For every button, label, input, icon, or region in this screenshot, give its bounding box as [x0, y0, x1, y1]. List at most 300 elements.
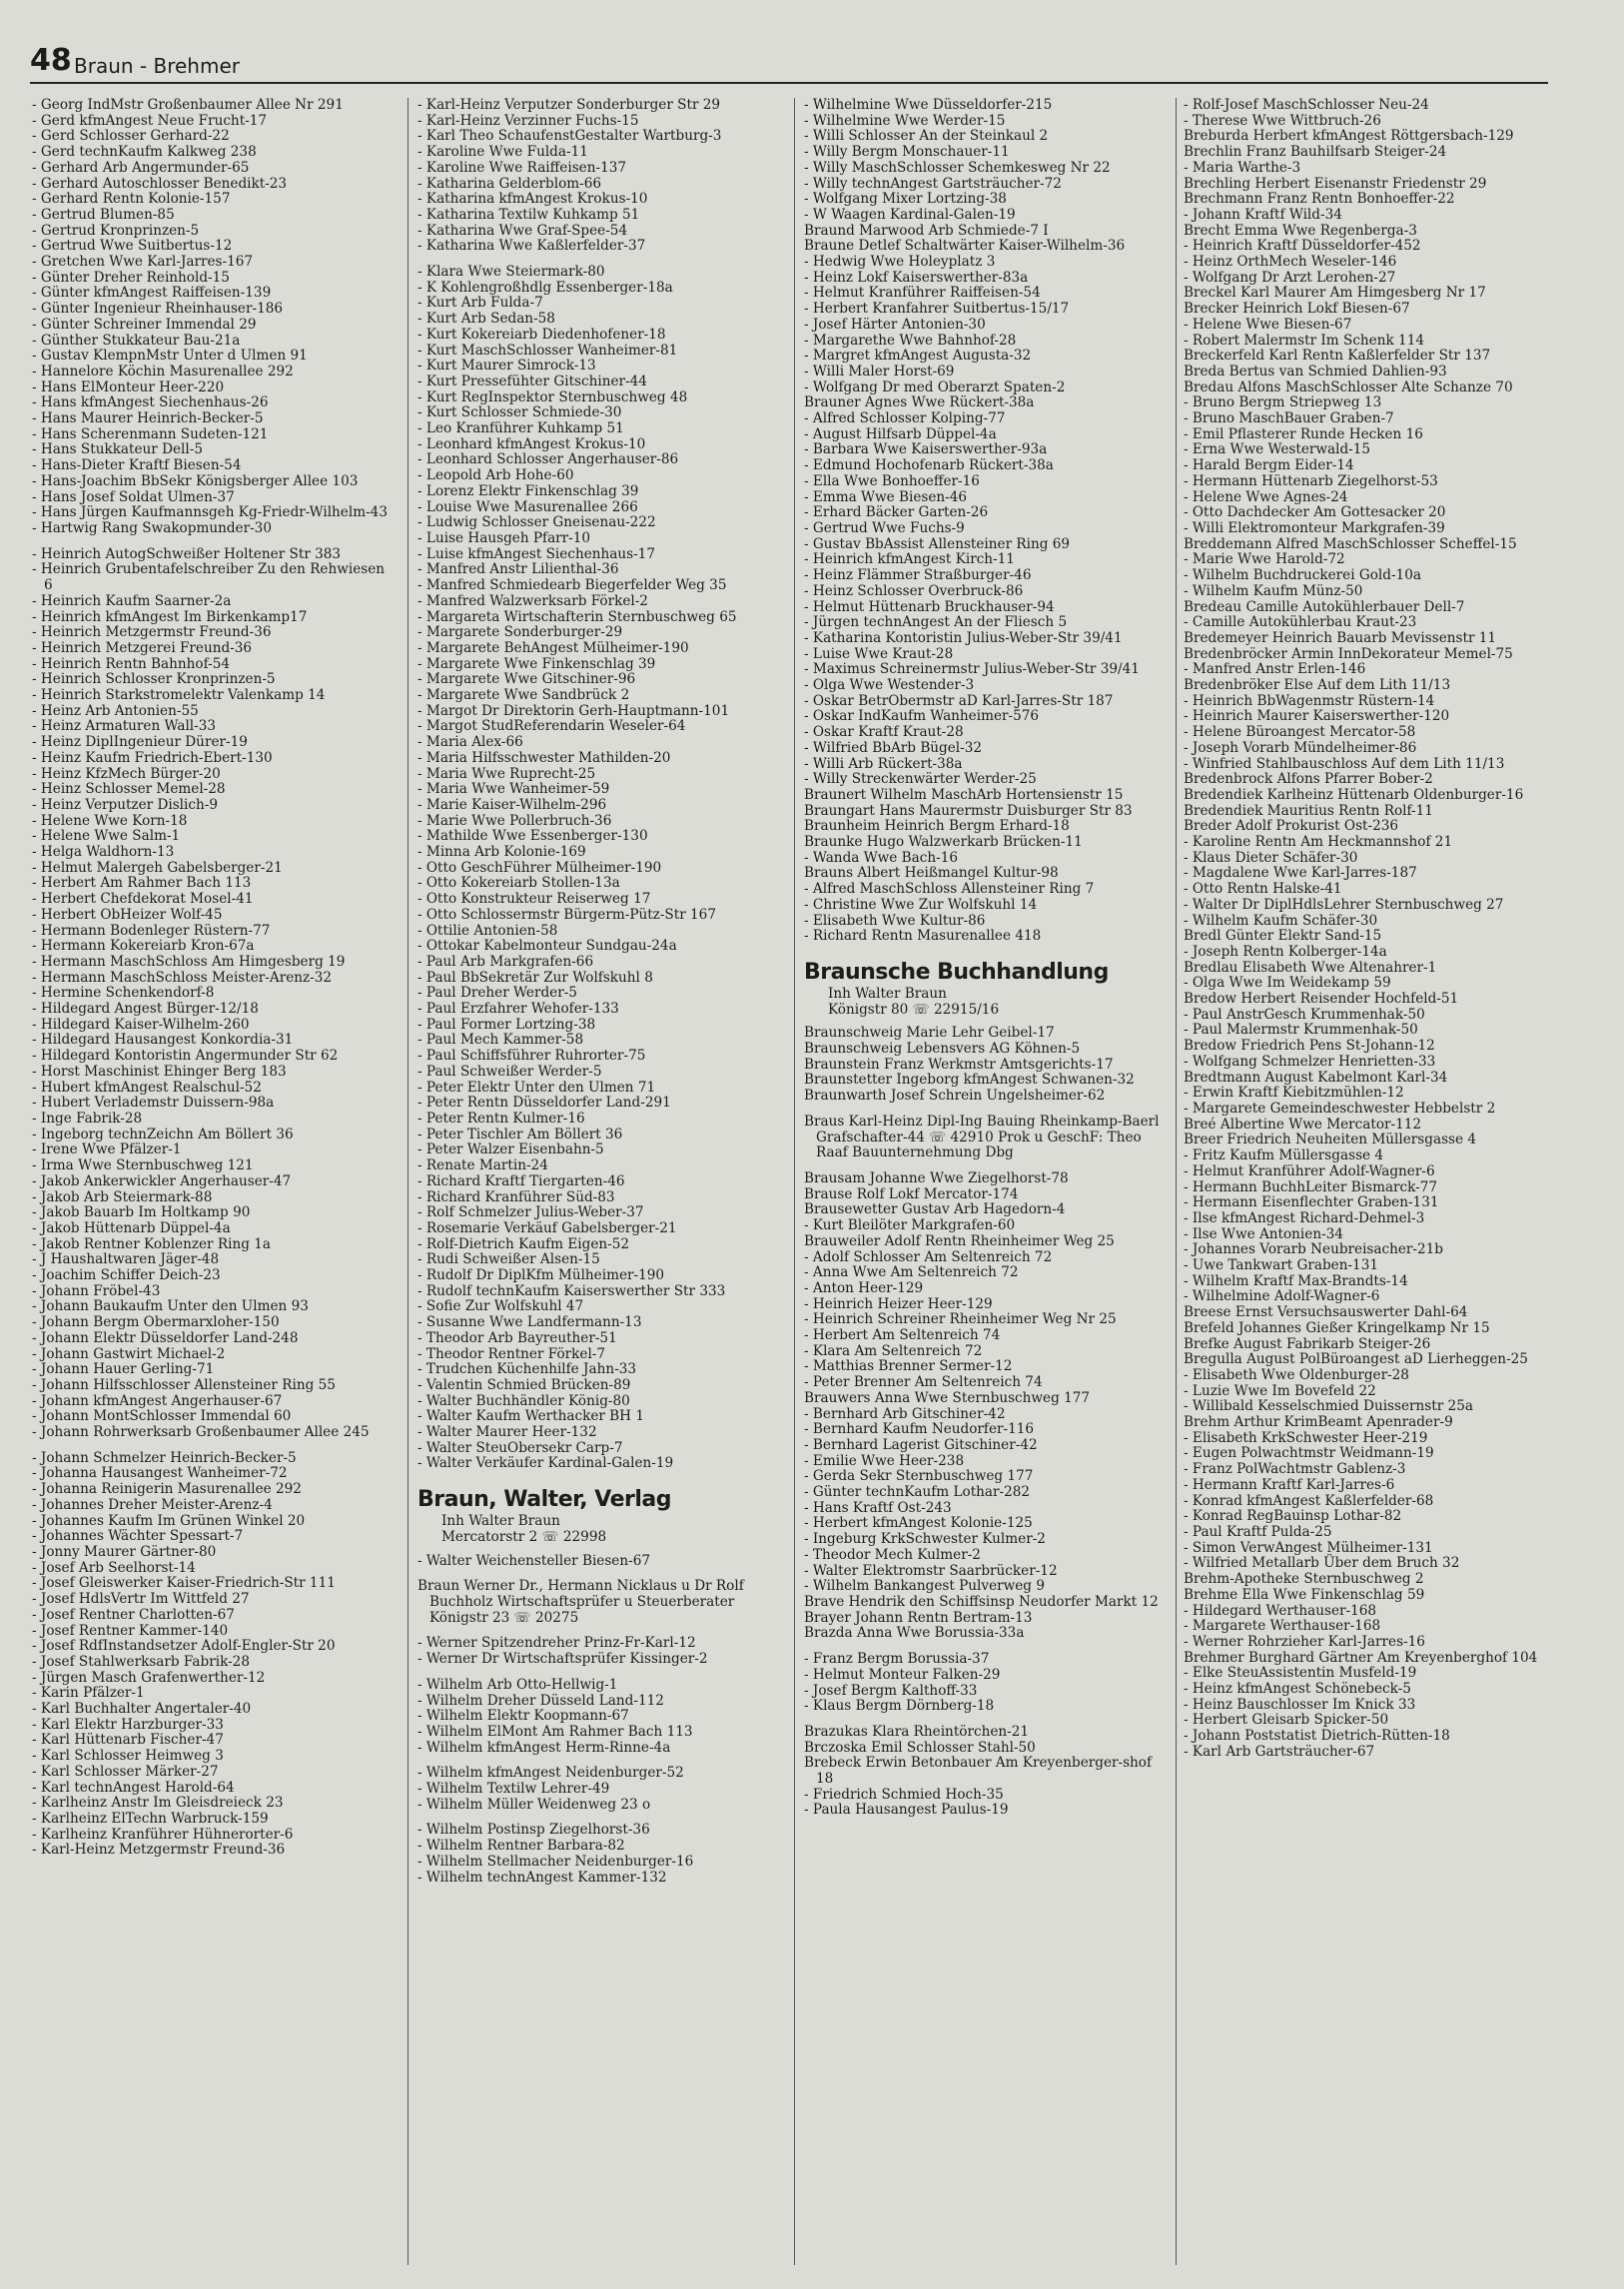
directory-entry: - Otto Rentn Halske-41: [1184, 881, 1342, 898]
column-divider: [794, 98, 795, 2265]
directory-entry: - Wilhelm ElMont Am Rahmer Bach 113: [417, 1723, 693, 1740]
directory-entry: - Willibald Kesselschmied Duissernstr 25a: [1184, 1398, 1473, 1415]
directory-entry: - Edmund Hochofenarb Rückert-38a: [804, 457, 1054, 474]
directory-entry: - Hans Josef Soldat Ulmen-37: [32, 488, 235, 505]
directory-entry: - Josef Arb Seelhorst-14: [32, 1559, 196, 1576]
directory-entry: - Karl technAngest Harold-64: [32, 1779, 235, 1796]
directory-entry: - Bruno MaschBauer Graben-7: [1184, 410, 1394, 427]
directory-entry: - Hans Stukkateur Dell-5: [32, 441, 203, 458]
column-divider: [1176, 98, 1177, 2265]
directory-entry: - Margret kfmAngest Augusta-32: [804, 348, 1032, 365]
directory-entry: Braunheim Heinrich Bergm Erhard-18: [804, 818, 1070, 835]
directory-entry: - Kurt Maurer Simrock-13: [417, 358, 596, 375]
directory-entry: - Hermann Kraftf Karl-Jarres-6: [1184, 1476, 1395, 1493]
directory-entry: Bregulla August PolBüroangest aD Lierheggen-25: [1184, 1351, 1528, 1368]
directory-entry: - Karlheinz Kranführer Hühnerorter-6: [32, 1826, 294, 1843]
directory-entry: Bredlau Elisabeth Wwe Altenahrer-1: [1184, 959, 1437, 976]
directory-entry: - Rosemarie Verkäuf Gabelsberger-21: [417, 1219, 677, 1236]
directory-entry: Bredenbröker Else Auf dem Lith 11/13: [1184, 677, 1451, 694]
directory-entry: Brauwers Anna Wwe Sternbuschweg 177: [804, 1389, 1091, 1406]
directory-entry: - Helmut Monteur Falken-29: [804, 1666, 1001, 1683]
entry-list: [804, 1026, 1164, 1819]
directory-entry: - Herbert Chefdekorat Mosel-41: [32, 891, 254, 908]
directory-entry: - Oskar BetrObermstr aD Karl-Jarres-Str 187: [804, 692, 1114, 709]
directory-entry: - Rolf-Dietrich Kaufm Eigen-52: [417, 1235, 630, 1252]
directory-entry: Brechling Herbert Eisenanstr Friedenstr 29: [1184, 175, 1487, 192]
directory-entry: - Theodor Rentner Förkel-7: [417, 1345, 606, 1362]
directory-entry: - Louise Wwe Masurenallee 266: [417, 498, 638, 515]
directory-entry: - Wilhelm Kaufm Schäfer-30: [1184, 912, 1378, 929]
directory-entry: - Otto Dachdecker Am Gottesacker 20: [1184, 504, 1446, 521]
directory-entry: Bredl Günter Elektr Sand-15: [1184, 928, 1382, 945]
directory-entry: - Margareta Wirtschafterin Sternbuschweg 65: [417, 608, 737, 625]
directory-entry: - Karl Elektr Harzburger-33: [32, 1716, 224, 1733]
directory-entry: - Hermann BuchhLeiter Bismarck-77: [1184, 1178, 1438, 1195]
directory-entry: - Hildegard Angest Bürger-12/18: [32, 1001, 259, 1018]
directory-entry: - Herbert kfmAngest Kolonie-125: [804, 1515, 1033, 1532]
directory-entry: - August Hilfsarb Düppel-4a: [804, 425, 997, 442]
entry-list: [804, 98, 1164, 945]
directory-entry: Brehm-Apotheke Sternbuschweg 2: [1184, 1571, 1424, 1588]
directory-entry: - Oskar IndKaufm Wanheimer-576: [804, 708, 1040, 725]
directory-entry: - Ilse kfmAngest Richard-Dehmel-3: [1184, 1209, 1425, 1226]
directory-entry: - Heinrich Metzgerei Freund-36: [32, 639, 253, 656]
directory-entry: - Paul Dreher Werder-5: [417, 985, 577, 1002]
directory-entry: - Elke SteuAssistentin Musfeld-19: [1184, 1665, 1417, 1682]
directory-entry: - Lorenz Elektr Finkenschlag 39: [417, 482, 639, 499]
advert-line: Mercatorstr 2 ☏ 22998: [441, 1528, 607, 1545]
directory-entry: - Gerd Schlosser Gerhard-22: [32, 128, 230, 145]
directory-entry: Braunstein Franz Werkmstr Amtsgerichts-17: [804, 1056, 1114, 1073]
directory-entry: - Heinrich AutogSchweißer Holtener Str 383: [32, 545, 342, 562]
directory-entry: - Margarete Sonderburger-29: [417, 624, 623, 641]
directory-entry: - Gustav BbAssist Allensteiner Ring 69: [804, 535, 1071, 552]
directory-entry: - Erwin Kraftf Kiebitzmühlen-12: [1184, 1085, 1404, 1102]
directory-entry: - Josef Rentner Charlotten-67: [32, 1606, 235, 1623]
directory-entry: - Helga Waldhorn-13: [32, 844, 175, 861]
directory-entry: - Josef Bergm Kalthoff-33: [804, 1682, 978, 1699]
directory-entry: - Willi Maler Horst-69: [804, 363, 955, 380]
directory-entry: - Willi Schlosser An der Steinkaul 2: [804, 128, 1049, 145]
directory-entry: Braunschweig Marie Lehr Geibel-17: [804, 1025, 1055, 1042]
directory-entry: - Karlheinz ElTechn Warbruck-159: [32, 1810, 269, 1827]
directory-entry: - Camille Autokühlerbau Kraut-23: [1184, 614, 1417, 631]
directory-entry: Braunstetter Ingeborg kfmAngest Schwanen-32: [804, 1072, 1135, 1089]
directory-entry: - Jürgen technAngest An der Fliesch 5: [804, 614, 1068, 631]
page-title: Braun - Brehmer: [74, 54, 240, 78]
directory-entry: - Gerd kfmAngest Neue Frucht-17: [32, 112, 268, 129]
directory-entry: - Margarete Gemeindeschwester Hebbelstr 2: [1184, 1101, 1496, 1117]
directory-entry: - Karl-Heinz Verzinner Fuchs-15: [417, 112, 639, 129]
directory-entry: - Leonhard Schlosser Angerhauser-86: [417, 451, 679, 468]
directory-entry: - Heinz Lokf Kaiserswerther-83a: [804, 269, 1029, 286]
directory-entry: Braunwarth Josef Schrein Ungelsheimer-62: [804, 1088, 1106, 1105]
directory-entry: - Hildegard Kaiser-Wilhelm-260: [32, 1016, 250, 1033]
directory-entry: Braunert Wilhelm MaschArb Hortensienstr 15: [804, 786, 1124, 803]
directory-entry: Breer Friedrich Neuheiten Müllersgasse 4: [1184, 1132, 1477, 1148]
directory-entry: - Gertrud Wwe Suitbertus-12: [32, 238, 233, 255]
directory-entry: Bredendiek Mauritius Rentn Rolf-11: [1184, 802, 1433, 819]
directory-entry: - Rudi Schweißer Alsen-15: [417, 1251, 600, 1268]
directory-entry: - Ottilie Antonien-58: [417, 922, 558, 939]
directory-entry: - Rudolf Dr DiplKfm Mülheimer-190: [417, 1267, 665, 1284]
directory-entry: - Heinz Bauschlosser Im Knick 33: [1184, 1696, 1416, 1713]
directory-entry: - Heinrich Heizer Heer-129: [804, 1295, 993, 1312]
directory-entry: - Heinz Armaturen Wall-33: [32, 718, 217, 735]
directory-entry: - Wilhelm Postinsp Ziegelhorst-36: [417, 1822, 650, 1839]
directory-entry: - Paul Malermstr Krummenhak-50: [1184, 1022, 1418, 1039]
directory-entry: - Katharina Wwe Kaßlerfelder-37: [417, 238, 646, 255]
directory-entry: - Klaus Dieter Schäfer-30: [1184, 849, 1358, 866]
directory-entry: - Wolfgang Dr Arzt Lerohen-27: [1184, 269, 1396, 286]
directory-entry: Bredenbröcker Armin InnDekorateur Memel-75: [1184, 645, 1513, 662]
directory-entry: Brebeck Erwin Betonbauer Am Kreyenberger-shof 18: [804, 1755, 1153, 1788]
directory-entry: - Johann Schmelzer Heinrich-Becker-5: [32, 1449, 297, 1466]
directory-entry: - Fritz Kaufm Müllersgasse 4: [1184, 1147, 1384, 1164]
directory-entry: - Karl Theo SchaufenstGestalter Wartburg-3: [417, 128, 722, 145]
directory-entry: - Ludwig Schlosser Gneisenau-222: [417, 514, 656, 531]
directory-entry: - Hans ElMonteur Heer-220: [32, 379, 225, 395]
directory-entry: - Willi Arb Rückert-38a: [804, 755, 963, 772]
directory-entry: Brause Rolf Lokf Mercator-174: [804, 1185, 1019, 1202]
directory-entry: - Walter Maurer Heer-132: [417, 1424, 597, 1441]
directory-entry: - Hubert kfmAngest Realschul-52: [32, 1079, 262, 1096]
directory-entry: - Karl-Heinz Metzgermstr Freund-36: [32, 1842, 286, 1859]
directory-entry: - Karl Buchhalter Angertaler-40: [32, 1701, 252, 1718]
directory-entry: - Jakob Arb Steiermark-88: [32, 1188, 213, 1205]
directory-entry: - Otto Konstrukteur Reiserweg 17: [417, 891, 651, 908]
directory-entry: Brecker Heinrich Lokf Biesen-67: [1184, 301, 1410, 318]
directory-entry: - Johann kfmAngest Angerhauser-67: [32, 1392, 283, 1409]
directory-entry: - Richard Kraftf Tiergarten-46: [417, 1172, 625, 1189]
directory-entry: - Ingeborg technZeichn Am Böllert 36: [32, 1126, 294, 1143]
directory-entry: - Horst Maschinist Ehinger Berg 183: [32, 1063, 287, 1080]
directory-entry: - Kurt RegInspektor Sternbuschweg 48: [417, 388, 688, 405]
directory-entry: - Hans kfmAngest Siechenhaus-26: [32, 394, 269, 411]
directory-entry: - Heinrich Starkstromelektr Valenkamp 14: [32, 687, 326, 704]
directory-entry: - Johann MontSchlosser Immendal 60: [32, 1408, 292, 1425]
directory-entry: - Karoline Rentn Am Heckmannshof 21: [1184, 834, 1453, 851]
directory-entry: - Günther Stukkateur Bau-21a: [32, 332, 241, 349]
directory-entry: Brauns Albert Heißmangel Kultur-98: [804, 865, 1059, 882]
directory-entry: - Manfred Schmiedearb Biegerfelder Weg 35: [417, 577, 727, 594]
directory-entry: - Heinz KfzMech Bürger-20: [32, 765, 221, 782]
directory-entry: - Maria Wwe Wanheimer-59: [417, 781, 610, 798]
directory-entry: - Inge Fabrik-28: [32, 1111, 143, 1127]
directory-entry: - Gerhard Rentn Kolonie-157: [32, 191, 231, 208]
directory-entry: - Günter technKaufm Lothar-282: [804, 1484, 1031, 1501]
column-2: [417, 98, 777, 2275]
directory-entry: - Marie Kaiser-Wilhelm-296: [417, 796, 607, 813]
directory-entry: - Karoline Wwe Raiffeisen-137: [417, 159, 627, 176]
directory-entry: - Heinrich Maurer Kaiserswerther-120: [1184, 708, 1450, 725]
directory-entry: - Klara Am Seltenreich 72: [804, 1342, 983, 1359]
directory-entry: - Elisabeth Wwe Oldenburger-28: [1184, 1366, 1409, 1383]
directory-entry: - Helene Wwe Salm-1: [32, 828, 181, 845]
directory-entry: - Werner Spitzendreher Prinz-Fr-Karl-12: [417, 1635, 696, 1652]
directory-entry: - Werner Dr Wirtschaftsprüfer Kissinger-2: [417, 1651, 708, 1668]
directory-entry: - Margarete Wwe Gitschiner-96: [417, 671, 636, 688]
directory-entry: - Hubert Verlademstr Duissern-98a: [32, 1095, 275, 1112]
directory-entry: - Walter SteuObersekr Carp-7: [417, 1439, 623, 1456]
directory-entry: - Hermann Eisenflechter Graben-131: [1184, 1194, 1439, 1211]
directory-entry: - Kurt Schlosser Schmiede-30: [417, 404, 622, 421]
directory-entry: - Maria Wwe Ruprecht-25: [417, 765, 596, 782]
directory-entry: - Willy MaschSchlosser Schemkesweg Nr 22: [804, 159, 1111, 176]
directory-entry: - Walter Weichensteller Biesen-67: [417, 1552, 650, 1569]
directory-entry: - Leo Kranführer Kuhkamp 51: [417, 420, 624, 437]
directory-entry: - Jonny Maurer Gärtner-80: [32, 1543, 217, 1560]
directory-entry: Braune Detlef Schaltwärter Kaiser-Wilhelm-36: [804, 238, 1126, 255]
directory-entry: - Heinz Schlosser Memel-28: [32, 781, 226, 798]
directory-entry: - Alfred Schlosser Kolping-77: [804, 410, 1006, 427]
directory-entry: - Oskar Kraftf Kraut-28: [804, 724, 964, 741]
directory-entry: - Johann Baukaufm Unter den Ulmen 93: [32, 1298, 309, 1315]
advert-braun-verlag: [417, 1486, 777, 1545]
directory-entry: - Otto Schlossermstr Bürgerm-Pütz-Str 167: [417, 906, 716, 923]
directory-entry: Bredendiek Karlheinz Hüttenarb Oldenburger-16: [1184, 786, 1524, 803]
directory-entry: - Heinrich Rentn Bahnhof-54: [32, 655, 231, 672]
directory-entry: - Ilse Wwe Antonien-34: [1184, 1225, 1343, 1242]
directory-entry: - Erna Wwe Westerwald-15: [1184, 441, 1371, 458]
directory-entry: - Wilfried Metallarb Über dem Bruch 32: [1184, 1555, 1460, 1572]
directory-entry: Bredtmann August Kabelmont Karl-34: [1184, 1069, 1448, 1086]
directory-entry: - K Kohlengroßhdlg Essenberger-18a: [417, 279, 673, 296]
directory-entry: - Klara Wwe Steiermark-80: [417, 264, 605, 281]
directory-entry: - Jakob Hüttenarb Düppel-4a: [32, 1219, 231, 1236]
directory-entry: - Richard Kranführer Süd-83: [417, 1188, 615, 1205]
directory-entry: - Heinz Verputzer Dislich-9: [32, 796, 218, 813]
directory-entry: - Peter Tischler Am Böllert 36: [417, 1126, 623, 1143]
directory-entry: - Johann Fröbel-43: [32, 1282, 161, 1299]
directory-entry: - Wolfgang Dr med Oberarzt Spaten-2: [804, 379, 1066, 395]
directory-entry: Brayer Johann Rentn Bertram-13: [804, 1609, 1033, 1626]
directory-entry: - Joachim Schiffer Deich-23: [32, 1267, 221, 1284]
directory-entry: - Hans-Dieter Kraftf Biesen-54: [32, 457, 242, 474]
directory-entry: - Konrad RegBauinsp Lothar-82: [1184, 1508, 1402, 1525]
directory-entry: - Helene Wwe Korn-18: [32, 812, 188, 829]
directory-entry: Brauweiler Adolf Rentn Rheinheimer Weg 25: [804, 1232, 1115, 1249]
directory-entry: - Emma Wwe Biesen-46: [804, 488, 968, 505]
directory-entry: - Willy Bergm Monschauer-11: [804, 144, 1010, 161]
directory-entry: - Marie Wwe Harold-72: [1184, 551, 1345, 568]
directory-entry: - Hermann Kokereiarb Kron-67a: [32, 938, 255, 955]
directory-entry: Brczoska Emil Schlosser Stahl-50: [804, 1739, 1036, 1756]
directory-entry: - Herbert Am Rahmer Bach 113: [32, 875, 252, 892]
directory-entry: - Emil Pflasterer Runde Hecken 16: [1184, 425, 1423, 442]
directory-entry: - Josef RdfInstandsetzer Adolf-Engler-Str 20: [32, 1638, 336, 1655]
directory-entry: - Paul AnstrGesch Krummenhak-50: [1184, 1006, 1425, 1023]
directory-entry: - Sofie Zur Wolfskuhl 47: [417, 1298, 584, 1315]
directory-entry: - Paul Mech Kammer-58: [417, 1032, 584, 1049]
page-header: [30, 42, 1548, 84]
directory-entry: - Wilhelm Textilw Lehrer-49: [417, 1781, 610, 1798]
directory-entry: - Konrad kfmAngest Kaßlerfelder-68: [1184, 1492, 1434, 1509]
directory-entry: - Friedrich Schmied Hoch-35: [804, 1786, 1004, 1803]
directory-entry: Brehme Ella Wwe Finkenschlag 59: [1184, 1586, 1425, 1603]
directory-entry: - Johann Gastwirt Michael-2: [32, 1345, 226, 1362]
directory-entry: - Christine Wwe Zur Wolfskuhl 14: [804, 896, 1038, 913]
directory-entry: - Wilhelm Arb Otto-Hellwig-1: [417, 1676, 618, 1693]
directory-entry: - Wilhelm Elektr Koopmann-67: [417, 1708, 629, 1725]
directory-entry: - Hans Scherenmann Sudeten-121: [32, 425, 269, 442]
directory-entry: Braunke Hugo Walzwerkarb Brücken-11: [804, 834, 1083, 851]
directory-entry: - Simon VerwAngest Mülheimer-131: [1184, 1539, 1433, 1556]
directory-entry: Bredenbrock Alfons Pfarrer Bober-2: [1184, 771, 1433, 788]
directory-entry: - Wilhelm Kaufm Münz-50: [1184, 582, 1363, 599]
directory-entry: Brechmann Franz Rentn Bonhoeffer-22: [1184, 191, 1455, 208]
directory-entry: - Eugen Polwachtmstr Weidmann-19: [1184, 1445, 1434, 1462]
directory-entry: - Heinz OrthMech Weseler-146: [1184, 254, 1397, 271]
directory-entry: - Hildegard Kontoristin Angermunder Str 62: [32, 1048, 339, 1065]
directory-entry: Brausewetter Gustav Arb Hagedorn-4: [804, 1201, 1066, 1218]
directory-entry: Brazukas Klara Rheintörchen-21: [804, 1723, 1030, 1740]
directory-entry: - W Waagen Kardinal-Galen-19: [804, 206, 1016, 223]
directory-entry: - Richard Rentn Masurenallee 418: [804, 928, 1042, 945]
directory-entry: - Herbert ObHeizer Wolf-45: [32, 906, 223, 923]
directory-entry: - Trudchen Küchenhilfe Jahn-33: [417, 1361, 637, 1378]
directory-entry: - Paula Hausangest Paulus-19: [804, 1802, 1009, 1819]
directory-entry: - Peter Walzer Eisenbahn-5: [417, 1142, 604, 1158]
directory-entry: - Olga Wwe Im Weidekamp 59: [1184, 975, 1391, 992]
directory-entry: Bredeau Camille Autokühlerbauer Dell-7: [1184, 598, 1465, 615]
directory-entry: - Ingeburg KrkSchwester Kulmer-2: [804, 1531, 1046, 1548]
directory-entry: Breé Albertine Wwe Mercator-112: [1184, 1116, 1422, 1133]
directory-entry: - Wilhelm kfmAngest Neidenburger-52: [417, 1765, 684, 1782]
directory-entry: - Erhard Bäcker Garten-26: [804, 504, 989, 521]
directory-entry: - Franz Bergm Borussia-37: [804, 1651, 990, 1668]
directory-entry: - Margarete Wwe Sandbrück 2: [417, 687, 630, 704]
directory-entry: - Josef Gleiswerker Kaiser-Friedrich-Str 111: [32, 1575, 336, 1592]
directory-entry: Braus Karl-Heinz Dipl-Ing Bauing Rheinkamp-Baerl Grafschafter-44 ☏ 42910 Prok u GeschF: Theo Raaf Bauunternehmung Dbg: [804, 1113, 1160, 1161]
directory-entry: - Walter Dr DiplHdlsLehrer Sternbuschweg 27: [1184, 896, 1504, 913]
directory-entry: Breckerfeld Karl Rentn Kaßlerfelder Str 137: [1184, 348, 1491, 365]
directory-entry: - Paul Schiffsführer Ruhrorter-75: [417, 1048, 646, 1065]
directory-entry: - Heinrich BbWagenmstr Rüstern-14: [1184, 692, 1435, 709]
directory-entry: - Wilhelm Bankangest Pulverweg 9: [804, 1578, 1045, 1595]
directory-entry: - Gertrud Blumen-85: [32, 206, 175, 223]
directory-entry: - Wolfgang Schmelzer Henrietten-33: [1184, 1053, 1436, 1070]
directory-entry: Brave Hendrik den Schiffsinsp Neudorfer Markt 12: [804, 1593, 1159, 1610]
directory-entry: - Heinz Kaufm Friedrich-Ebert-130: [32, 749, 273, 766]
directory-entry: - Johannes Wächter Spessart-7: [32, 1528, 244, 1545]
directory-entry: Breese Ernst Versuchsauswerter Dahl-64: [1184, 1304, 1468, 1321]
directory-entry: - Heinz Schlosser Overbruck-86: [804, 582, 1024, 599]
directory-entry: - Herbert Kranfahrer Suitbertus-15/17: [804, 301, 1070, 318]
directory-entry: Brechlin Franz Bauhilfsarb Steiger-24: [1184, 144, 1447, 161]
directory-entry: - Manfred Walzwerksarb Förkel-2: [417, 592, 648, 609]
directory-entry: - Alfred MaschSchloss Allensteiner Ring 7: [804, 881, 1095, 898]
directory-entry: - Gretchen Wwe Karl-Jarres-167: [32, 254, 254, 271]
directory-entry: - Gerhard Arb Angermunder-65: [32, 159, 250, 176]
directory-entry: - Wilhelm kfmAngest Herm-Rinne-4a: [417, 1739, 671, 1756]
advert-title: Braun, Walter, Verlag: [417, 1487, 671, 1513]
directory-entry: - Johanna Hausangest Wanheimer-72: [32, 1465, 288, 1482]
directory-entry: - Kurt Kokereiarb Diedenhofener-18: [417, 326, 666, 343]
directory-entry: - Otto Kokereiarb Stollen-13a: [417, 875, 620, 892]
directory-entry: - Hartwig Rang Swakopmunder-30: [32, 519, 272, 536]
column-divider: [407, 98, 408, 2265]
directory-entry: - Helene Wwe Agnes-24: [1184, 488, 1348, 505]
directory-entry: - Hermann Hüttenarb Ziegelhorst-53: [1184, 472, 1438, 489]
directory-entry: - Josef Rentner Kammer-140: [32, 1622, 229, 1639]
directory-entry: - Rudolf technKaufm Kaiserswerther Str 333: [417, 1282, 726, 1299]
entry-list: [417, 98, 777, 1472]
directory-entry: - Wilhelm technAngest Kammer-132: [417, 1869, 667, 1886]
directory-entry: - Minna Arb Kolonie-169: [417, 844, 586, 861]
directory-entry: - Wilhelm Stellmacher Neidenburger-16: [417, 1853, 694, 1870]
entry-list: [32, 98, 392, 1859]
directory-entry: - Peter Elektr Unter den Ulmen 71: [417, 1079, 656, 1096]
directory-entry: - Anton Heer-129: [804, 1279, 924, 1296]
directory-entry: - Gerhard Autoschlosser Benedikt-23: [32, 175, 288, 192]
directory-entry: - Wilhelm Dreher Düsseld Land-112: [417, 1692, 664, 1709]
directory-entry: - Walter Buchhändler König-80: [417, 1392, 630, 1409]
directory-entry: - Harald Bergm Eider-14: [1184, 457, 1354, 474]
directory-entry: - Kurt Arb Sedan-58: [417, 311, 555, 328]
column-3: [804, 98, 1164, 2275]
directory-entry: Brecht Emma Wwe Regenberga-3: [1184, 222, 1417, 239]
directory-entry: - Jakob Rentner Koblenzer Ring 1a: [32, 1235, 271, 1252]
directory-entry: - Heinz Flämmer Straßburger-46: [804, 567, 1032, 584]
directory-entry: - Heinrich Kraftf Düsseldorfer-452: [1184, 238, 1421, 255]
directory-entry: - Karl Arb Gartsträucher-67: [1184, 1743, 1375, 1760]
directory-entry: - Helmut Hüttenarb Bruckhauser-94: [804, 598, 1055, 615]
directory-entry: - Joseph Rentn Kolberger-14a: [1184, 943, 1387, 960]
directory-entry: - Wilhelmine Adolf-Wagner-6: [1184, 1288, 1380, 1305]
directory-entry: - Franz PolWachtmstr Gablenz-3: [1184, 1461, 1406, 1478]
advert-line: Inh Walter Braun: [828, 985, 947, 1002]
directory-entry: - Jakob Bauarb Im Holtkamp 90: [32, 1204, 251, 1221]
directory-entry: - Kurt Pressefühter Gitschiner-44: [417, 373, 647, 389]
directory-entry: - Barbara Wwe Kaiserswerther-93a: [804, 441, 1048, 458]
directory-entry: - Kurt MaschSchlosser Wanheimer-81: [417, 342, 678, 359]
directory-entry: - Peter Rentn Kulmer-16: [417, 1111, 585, 1127]
directory-entry: - Karl Schlosser Heimweg 3: [32, 1748, 224, 1765]
directory-entry: - Helmut Kranführer Raiffeisen-54: [804, 285, 1041, 302]
column-1: [32, 98, 392, 2275]
directory-entry: - Johann Rohrwerksarb Großenbaumer Allee 245: [32, 1424, 370, 1441]
directory-entry: - Günter Dreher Reinhold-15: [32, 269, 230, 286]
directory-entry: Bredau Alfons MaschSchlosser Alte Schanze 70: [1184, 379, 1513, 395]
directory-entry: - Hannelore Köchin Masurenallee 292: [32, 363, 294, 380]
directory-entry: - Katharina Kontoristin Julius-Weber-Str 39/41: [804, 629, 1123, 646]
directory-entry: Bredow Friedrich Pens St-Johann-12: [1184, 1038, 1435, 1055]
directory-entry: - Margot StudReferendarin Weseler-64: [417, 718, 686, 735]
advert-braunsche-buchhandlung: [804, 959, 1164, 1018]
directory-entry: - Hans Maurer Heinrich-Becker-5: [32, 410, 264, 427]
directory-entry: - Elisabeth KrkSchwester Heer-219: [1184, 1429, 1428, 1446]
directory-entry: - Olga Wwe Westender-3: [804, 677, 975, 694]
directory-entry: - Heinz kfmAngest Schönebeck-5: [1184, 1681, 1411, 1698]
directory-entry: - Gustav KlempnMstr Unter d Ulmen 91: [32, 348, 308, 365]
directory-entry: - Josef HdlsVertr Im Wittfeld 27: [32, 1591, 250, 1608]
directory-entry: - Kurt Arb Fulda-7: [417, 295, 543, 312]
directory-entry: - Peter Rentn Düsseldorfer Land-291: [417, 1095, 671, 1112]
directory-entry: - Johann Poststatist Dietrich-Rütten-18: [1184, 1728, 1450, 1745]
directory-entry: - Paul Former Lortzing-38: [417, 1016, 596, 1033]
directory-entry: - Maria Alex-66: [417, 734, 523, 751]
directory-entry: - Karl Schlosser Märker-27: [32, 1763, 219, 1780]
directory-entry: - Walter Elektromstr Saarbrücker-12: [804, 1562, 1058, 1579]
directory-entry: - Hans-Joachim BbSekr Königsberger Allee 103: [32, 472, 359, 489]
directory-entry: - Paul BbSekretär Zur Wolfskuhl 8: [417, 969, 653, 986]
directory-entry: - Werner Rohrzieher Karl-Jarres-16: [1184, 1633, 1425, 1650]
directory-entry: - Bernhard Kaufm Neudorfer-116: [804, 1421, 1035, 1438]
directory-entry: - Luise Hausgeh Pfarr-10: [417, 529, 591, 546]
directory-entry: - Herbert Gleisarb Spicker-50: [1184, 1712, 1389, 1729]
directory-entry: - Georg IndMstr Großenbaumer Allee Nr 291: [32, 98, 344, 113]
